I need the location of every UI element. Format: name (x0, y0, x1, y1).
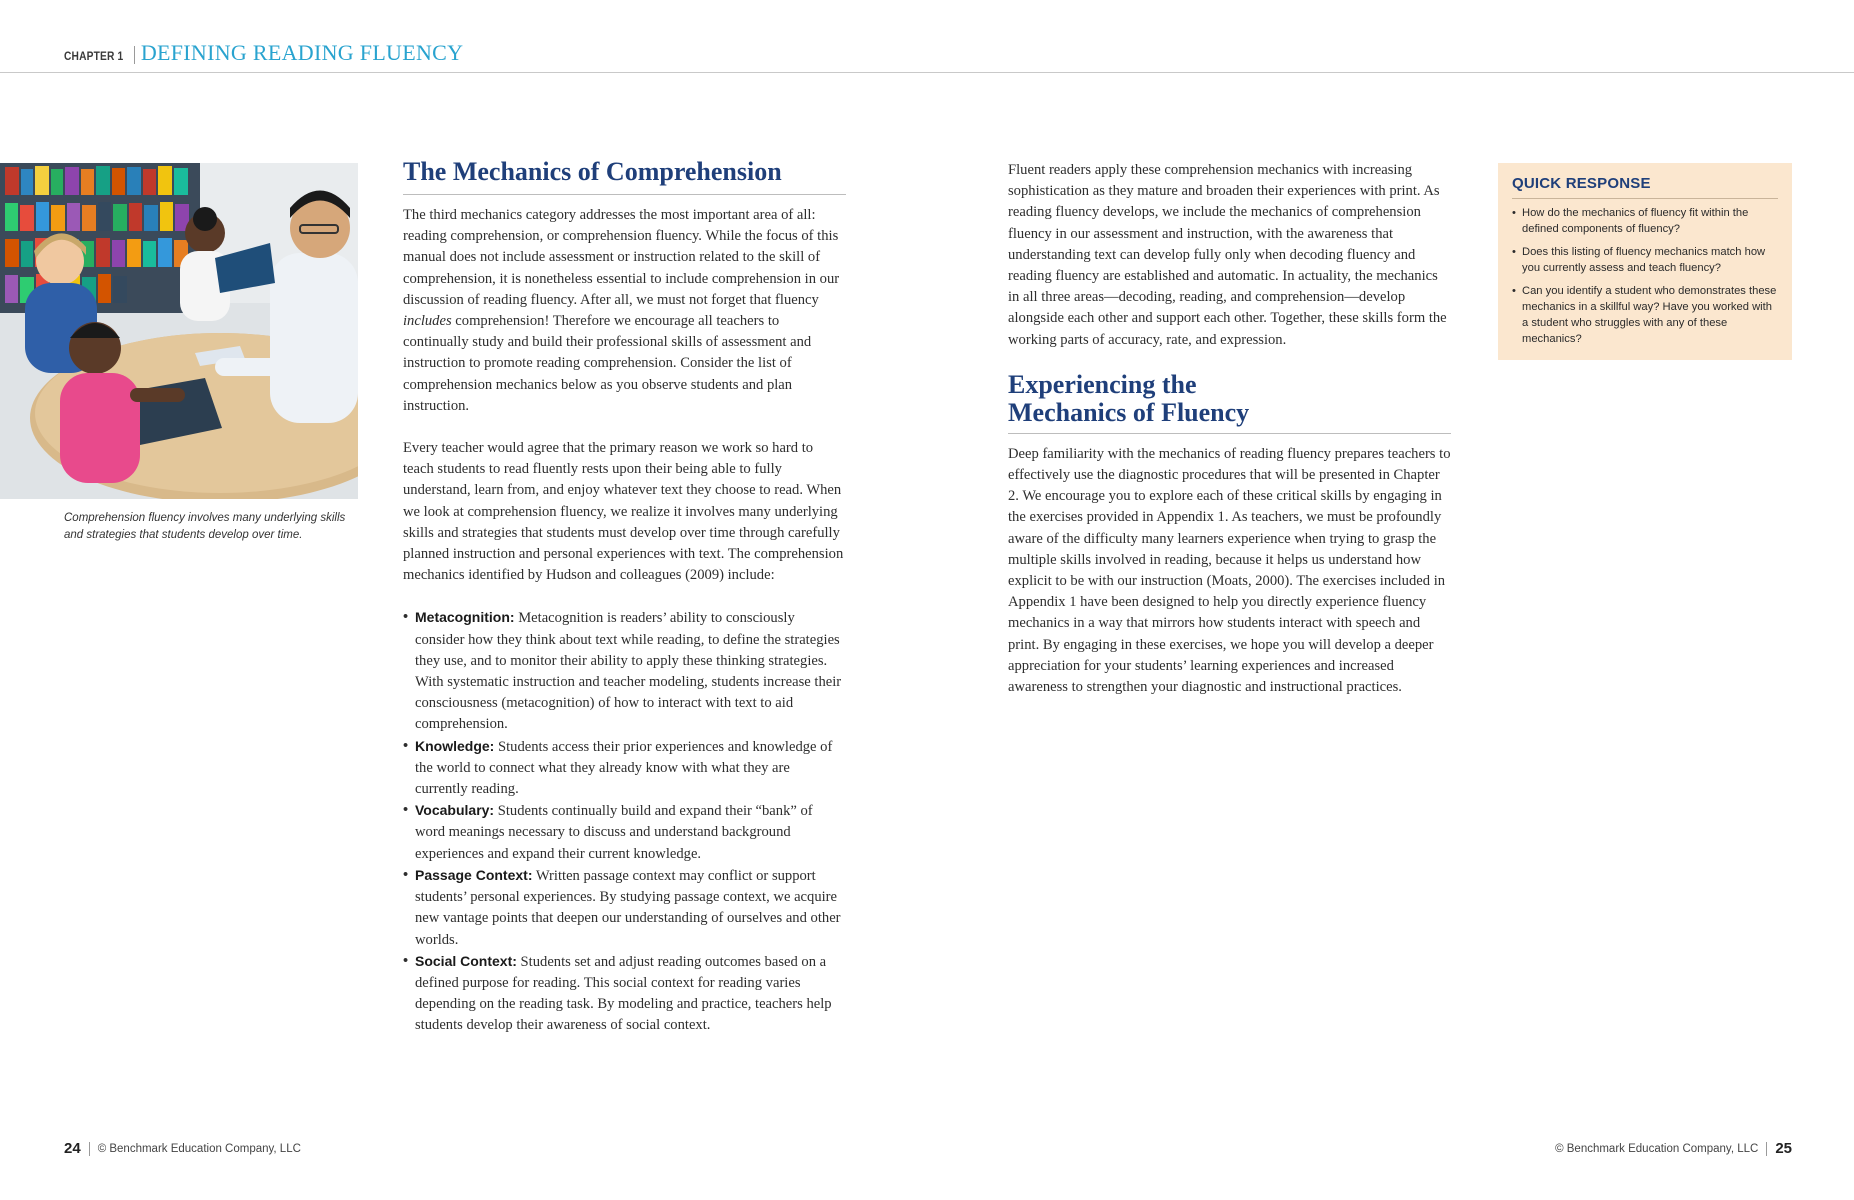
copyright-left: © Benchmark Education Company, LLC (97, 1142, 301, 1155)
quick-response-box (1498, 163, 1792, 360)
list-item: • Passage Context: Written passage context may conflict or support students’ personal experiences. By studying passage context, we acquire new vantage points that deepen our understanding of ourselves and other worlds. (403, 866, 841, 948)
list-item: • Social Context: Students set and adjust reading outcomes based on a defined purpose for reading. This social context for reading varies depending on the reading task. By modeling and practice, teachers help students develop their awareness of social context. (403, 952, 832, 1034)
intro-paragraph (403, 205, 846, 417)
footer-right (1555, 1140, 1792, 1157)
quick-response-rule (1512, 198, 1778, 199)
copyright-right: © Benchmark Education Company, LLC (1555, 1142, 1759, 1155)
section-heading-experiencing-mechanics (1008, 371, 1451, 427)
intro-text-part1: The third mechanics category addresses the most important area of all: reading comprehension, or comprehension fluency. While the focus of this manual does not include assessment or instruction related to the skill of comprehension, it is nonetheless essential to include comprehension in our discussion of reading fluency. After all, we must not forget that fluency (403, 207, 840, 308)
list-item: • Can you identify a student who demonstrates these mechanics in a skillful way? Have you worked with a student who struggles with any of these mechanics? (1512, 285, 1777, 345)
quick-response-questions (1512, 205, 1778, 347)
intro-text-part2: comprehension! Therefore we encourage all teachers to continually study and build their professional skills of assessment and instruction to promote reading comprehension. Consider the list of comprehension mechanics below as you observe students and plan instruction. (403, 313, 812, 414)
quick-response-title: QUICK RESPONSE (1512, 175, 1651, 192)
footer-divider (89, 1142, 90, 1156)
page-number-right: 25 (1775, 1140, 1792, 1157)
heading-line-1: Experiencing the (1008, 369, 1197, 399)
list-item: • Knowledge: Students access their prior experiences and knowledge of the world to connect what they already know with what they are currently reading. (403, 737, 833, 798)
header-divider (134, 46, 135, 64)
footer-divider (1766, 1142, 1767, 1156)
chapter-title: DEFINING READING FLUENCY (140, 40, 464, 65)
chapter-label: CHAPTER 1 (64, 49, 124, 63)
list-item: • Does this listing of fluency mechanics match how you currently assess and teach fluency? (1512, 246, 1766, 274)
footer-left (64, 1140, 301, 1157)
left-text-column (403, 158, 846, 1037)
intro-emphasis: includes (403, 313, 452, 330)
chapter-header (64, 40, 463, 70)
heading-line-2: Mechanics of Fluency (1008, 397, 1250, 427)
header-rule (0, 72, 1854, 73)
comprehension-mechanics-list (403, 607, 846, 1036)
heading-rule (403, 194, 846, 195)
list-item: • Vocabulary: Students continually build and expand their “bank” of word meanings necessary to discuss and understand background experiences and expand their current knowledge. (403, 802, 813, 862)
list-item: • Metacognition: Metacognition is readers’ ability to consciously consider how they think about text while reading, to define the strategies they use, and to monitor their ability to apply these thinking strategies. With systematic instruction and teacher modeling, students increase their consciousness (metacognition) of how to interact with text to aid comprehension. (403, 609, 842, 733)
heading-rule (1008, 433, 1451, 434)
right-text-column (1008, 160, 1451, 698)
deep-familiarity-paragraph: Deep familiarity with the mechanics of reading fluency prepares teachers to effectively use the diagnostic procedures that will be presented in Chapter 2. We encourage you to explore each of these critical skills by engaging in the exercises provided in Appendix 1. As teachers, we must be profoundly aware of the difficulty many learners experience when trying to grasp the multiple skills involved in reading, because it helps us understand how explicit to be with our instruction (Moats, 2000). The exercises included in Appendix 1 have been designed to help you directly experience fluency mechanics in a way that mirrors how students interact with speech and print. By engaging in these exercises, we hope you will develop a deeper appreciation for your students’ learning experiences and increased awareness to strengthen your diagnostic and instructional practices. (1008, 445, 1451, 696)
mechanics-intro-paragraph: Every teacher would agree that the primary reason we work so hard to teach students to read fluently rests upon their being able to fully understand, learn from, and enjoy whatever text they choose to read. When we look at comprehension fluency, we realize it involves many underlying skills and strategies that students must develop over time through carefully planned instruction and personal experiences with text. The comprehension mechanics identified by Hudson and colleagues (2009) include: (403, 440, 844, 584)
classroom-photo (0, 163, 358, 499)
section-heading-mechanics-of-comprehension: The Mechanics of Comprehension (403, 157, 782, 186)
list-item: • How do the mechanics of fluency fit within the defined components of fluency? (1512, 207, 1749, 235)
page-number-left: 24 (64, 1140, 81, 1157)
fluent-readers-paragraph: Fluent readers apply these comprehension mechanics with increasing sophistication as they mature and broaden their experiences with print. As reading fluency develops, we include the mechanics of comprehension fluency in our assessment and instruction, with the awareness that understanding text can develop fully only when decoding fluency and reading fluency are established and automatic. In actuality, the mechanics in all three areas—decoding, reading, and comprehension—develop alongside each other and support each other. Together, these skills form the working parts of accuracy, rate, and expression. (1008, 162, 1447, 348)
photo-caption: Comprehension fluency involves many underlying skills and strategies that students develop over time. (64, 512, 346, 541)
